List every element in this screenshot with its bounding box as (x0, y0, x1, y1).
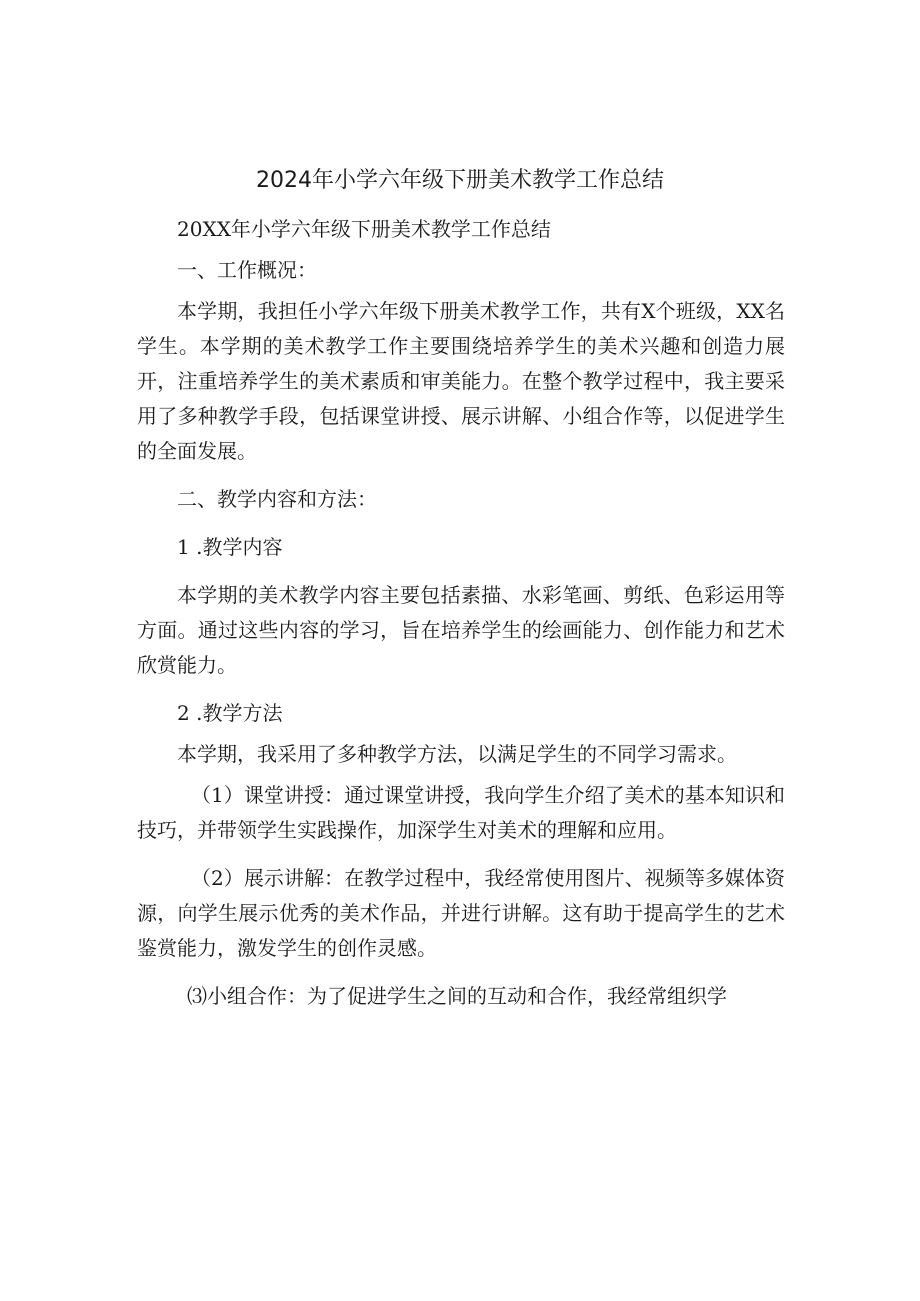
subheading-teaching-content: 1 .教学内容 (177, 535, 283, 559)
list-item-group-work: ⑶小组合作：为了促进学生之间的互动和合作，我经常组织学 (187, 984, 727, 1008)
subheading-teaching-methods: 2 .教学方法 (177, 701, 283, 725)
list-item-lecture: （1）课堂讲授：通过课堂讲授，我向学生介绍了美术的基本知识和技巧，并带领学生实践操作，加深学生对美术的理解和应用。 (137, 783, 785, 842)
document-body (137, 212, 785, 1027)
paragraph-methods-intro: 本学期，我采用了多种教学方法，以满足学生的不同学习需求。 (177, 742, 737, 766)
list-item-demonstration: （2）展示讲解：在教学过程中，我经常使用图片、视频等多媒体资源，向学生展示优秀的美术作品，并进行讲解。这有助于提高学生的艺术鉴赏能力，激发学生的创作灵感。 (137, 866, 785, 960)
subtitle-paragraph: 20XX年小学六年级下册美术教学工作总结 (177, 217, 551, 241)
paragraph-overview: 本学期，我担任小学六年级下册美术教学工作，共有X个班级，XX名学生。本学期的美术教学工作主要围绕培养学生的美术兴趣和创造力展开，注重培养学生的美术素质和审美能力。在整个教学过程中，我主要采用了多种教学手段，包括课堂讲授、展示讲解、小组合作等，以促进学生的全面发展。 (137, 299, 785, 463)
section-heading-overview: 一、工作概况： (177, 258, 317, 282)
section-heading-content-methods: 二、教学内容和方法： (177, 487, 377, 511)
paragraph-teaching-content: 本学期的美术教学内容主要包括素描、水彩笔画、剪纸、色彩运用等方面。通过这些内容的学习，旨在培养学生的绘画能力、创作能力和艺术欣赏能力。 (137, 583, 785, 677)
document-title: 2024年小学六年级下册美术教学工作总结 (256, 168, 664, 193)
